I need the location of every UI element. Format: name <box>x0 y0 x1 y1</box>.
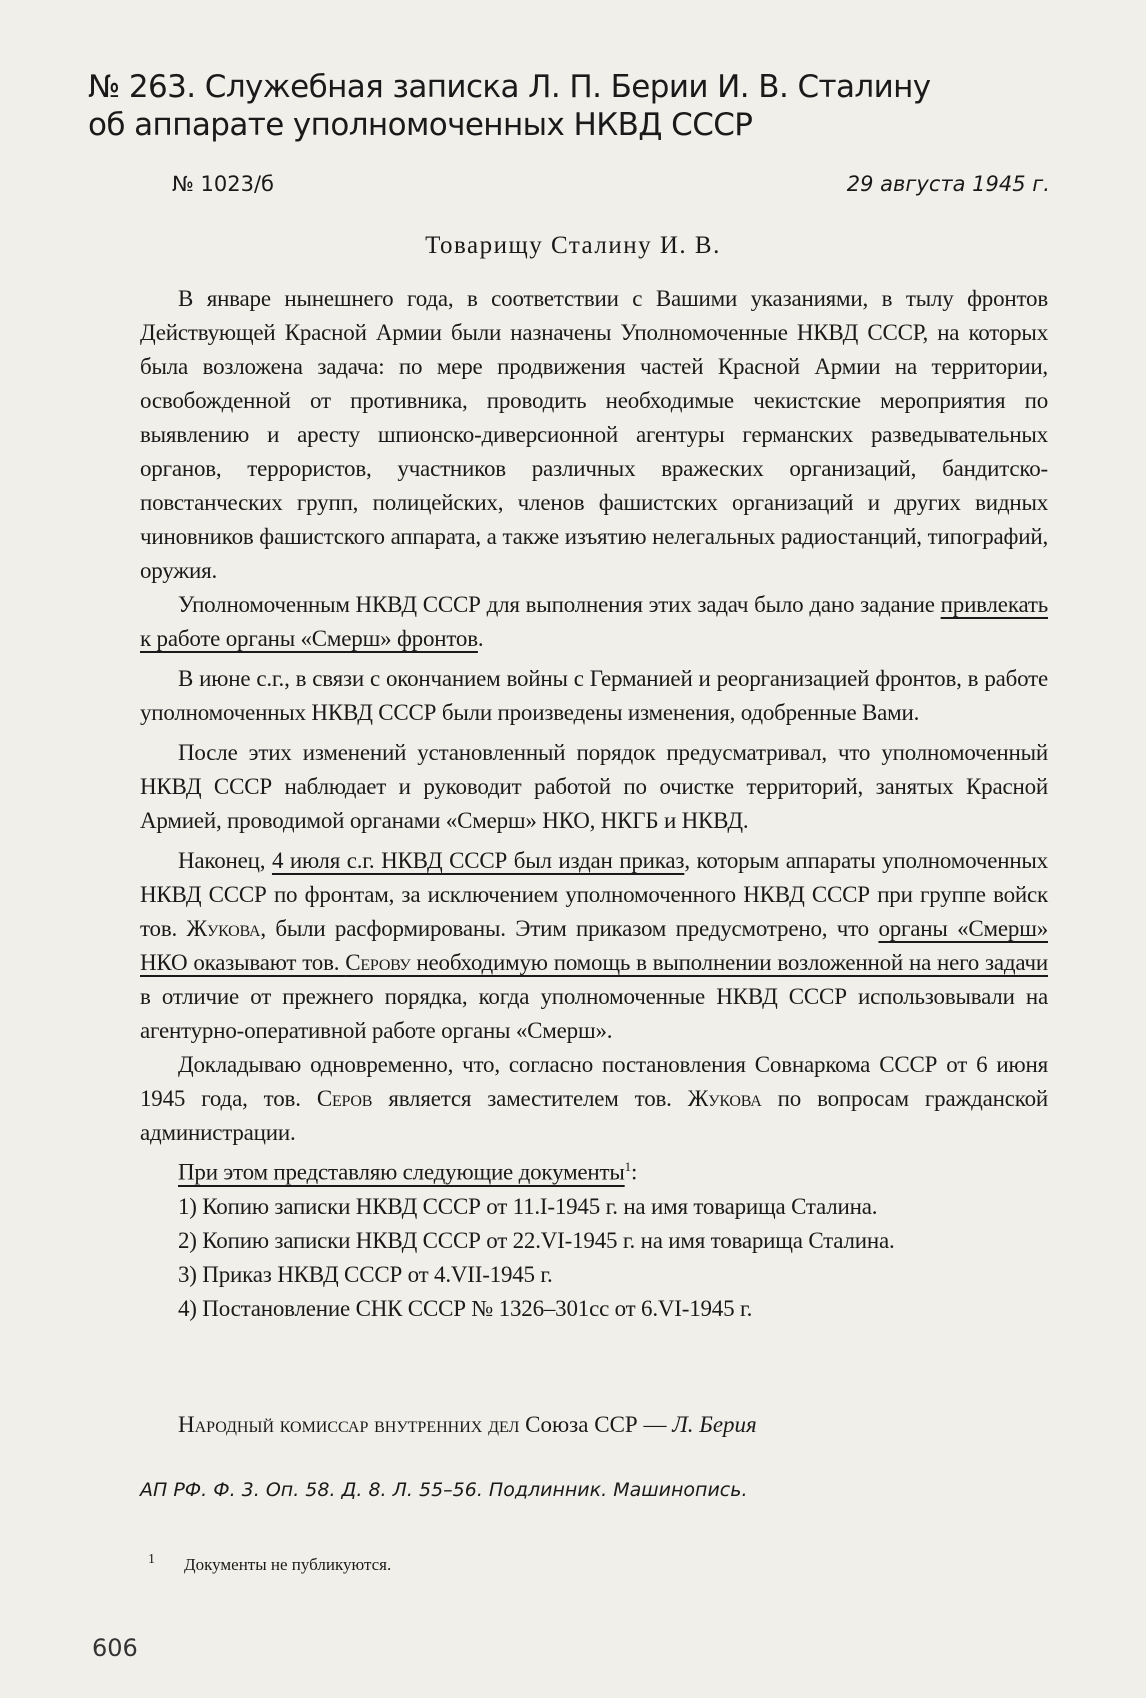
paragraph-5-text-c: , были расформированы. Этим приказом предусмотрено, что <box>260 916 879 941</box>
name-serov-2: Серов <box>316 1086 373 1111</box>
paragraph-4: После этих изменений установленный порядок предусматривал, что уполномоченный НКВД СССР наблюдает и руководит работой по очистке территорий, занятых Красной Армией, проводимой органами «Смерш» НКО, НКГБ и НКВД. <box>140 740 1048 833</box>
paragraph-5-text-d: в отличие от прежнего порядка, когда уполномоченные НКВД СССР использовывали на агентурно-оперативной работе органы «Смерш». <box>140 984 1048 1043</box>
paragraph-2 <box>140 588 1048 656</box>
paragraph-7-end: : <box>630 1159 638 1185</box>
paragraph-3: В июне с.г., в связи с окончанием войны с Германией и реорганизацией фронтов, в работе уполномоченных НКВД СССР были произведены изменения, одобренные Вами. <box>140 666 1048 725</box>
footnote-text: Документы не публикуются. <box>184 1555 392 1574</box>
document-number: № 1023/б <box>172 172 274 196</box>
heading-line-1: № 263. Служебная записка Л. П. Берии И. В. Сталину <box>88 69 931 105</box>
footnote-mark: 1 <box>148 1552 155 1567</box>
paragraph-1: В январе нынешнего года, в соответствии с Вашими указаниями, в тылу фронтов Действующей Красной Армии были назначены Уполномоченные НКВД СССР, на которых была возложена задача: по мере продвижения частей Красной Армии на территории, освобожденной от противника, проводить необходимые чекистские мероприятия по выявлению и аресту шпионско-диверсионной агентуры германских разведывательных органов, террористов, участников различных вражеских организаций, бандитско-повстанческих групп, полицейских, членов фашистских организаций и других видных чиновников фашистского аппарата, а также изъятию нелегальных радиостанций, типографий, оружия. <box>140 286 1048 583</box>
document-date: 29 августа 1945 г. <box>846 172 1050 196</box>
underlined-phrase-order: 4 июля с.г. НКВД СССР был издан приказ <box>271 848 685 873</box>
footnote-ref: 1 <box>624 1159 631 1174</box>
attachment-item: 4) Постановление СНК СССР № 1326–301сс от 6.VI-1945 г. <box>178 1295 753 1321</box>
signatory-role: Народный комиссар внутренних дел <box>178 1412 520 1437</box>
page-number: 606 <box>92 1634 138 1662</box>
attachment-item: 1) Копию записки НКВД СССР от 11.I-1945 г. на имя товарища Сталина. <box>178 1193 878 1219</box>
paragraph-5-text-b: , которым аппараты уполномоченных НКВД СССР по фронтам, за исключением уполномоченного НКВД СССР при группе войск тов. <box>140 848 1048 941</box>
attachments-list <box>140 1190 1048 1326</box>
attachment-item: 3) Приказ НКВД СССР от 4.VII-1945 г. <box>178 1261 553 1287</box>
paragraph-7 <box>140 1150 1048 1190</box>
heading-line-2: об аппарате уполномоченных НКВД СССР <box>88 107 753 143</box>
paragraph-2-text: Уполномоченным НКВД СССР для выполнения этих задач было дано задание <box>178 592 941 617</box>
paragraph-6-text-b: является заместителем тов. <box>372 1086 688 1111</box>
paragraph-5 <box>140 844 1048 1048</box>
underlined-phrase-smersh-a: органы «Смерш» НКО оказывают тов. <box>140 916 1049 975</box>
underlined-phrase-documents: При этом представляю следующие документы <box>178 1159 625 1185</box>
paragraph-5-text-a: Наконец, <box>178 848 272 873</box>
paragraph-6-text-c: по вопросам гражданской администрации. <box>140 1086 1048 1145</box>
underlined-phrase: привлекать к работе органы «Смерш» фронтов <box>140 592 1048 651</box>
name-zhukov-2: Жукова <box>687 1086 762 1111</box>
letter-body <box>140 282 1048 1326</box>
name-serov: Серову <box>345 950 411 975</box>
underlined-phrase-smersh-b: необходимую помощь в выполнении возложенной на него задачи <box>410 950 1048 975</box>
paragraph-2-end: . <box>477 626 484 651</box>
signatory-name: Л. Берия <box>672 1412 757 1437</box>
name-zhukov: Жукова <box>186 916 261 941</box>
document-heading <box>88 68 988 144</box>
signatory-org: Союза ССР — <box>519 1412 673 1437</box>
addressee: Товарищу Сталину И. В. <box>425 232 721 259</box>
paragraph-6-text-a: Докладываю одновременно, что, согласно постановления Совнаркома СССР от 6 июня 1945 года, тов. <box>140 1052 1048 1111</box>
paragraph-6 <box>140 1048 1048 1150</box>
signature-line <box>178 1412 757 1438</box>
attachment-item: 2) Копию записки НКВД СССР от 22.VI-1945 г. на имя товарища Сталина. <box>178 1227 895 1253</box>
archive-reference: АП РФ. Ф. 3. Оп. 58. Д. 8. Л. 55–56. Подлинник. Машинопись. <box>140 1479 748 1501</box>
